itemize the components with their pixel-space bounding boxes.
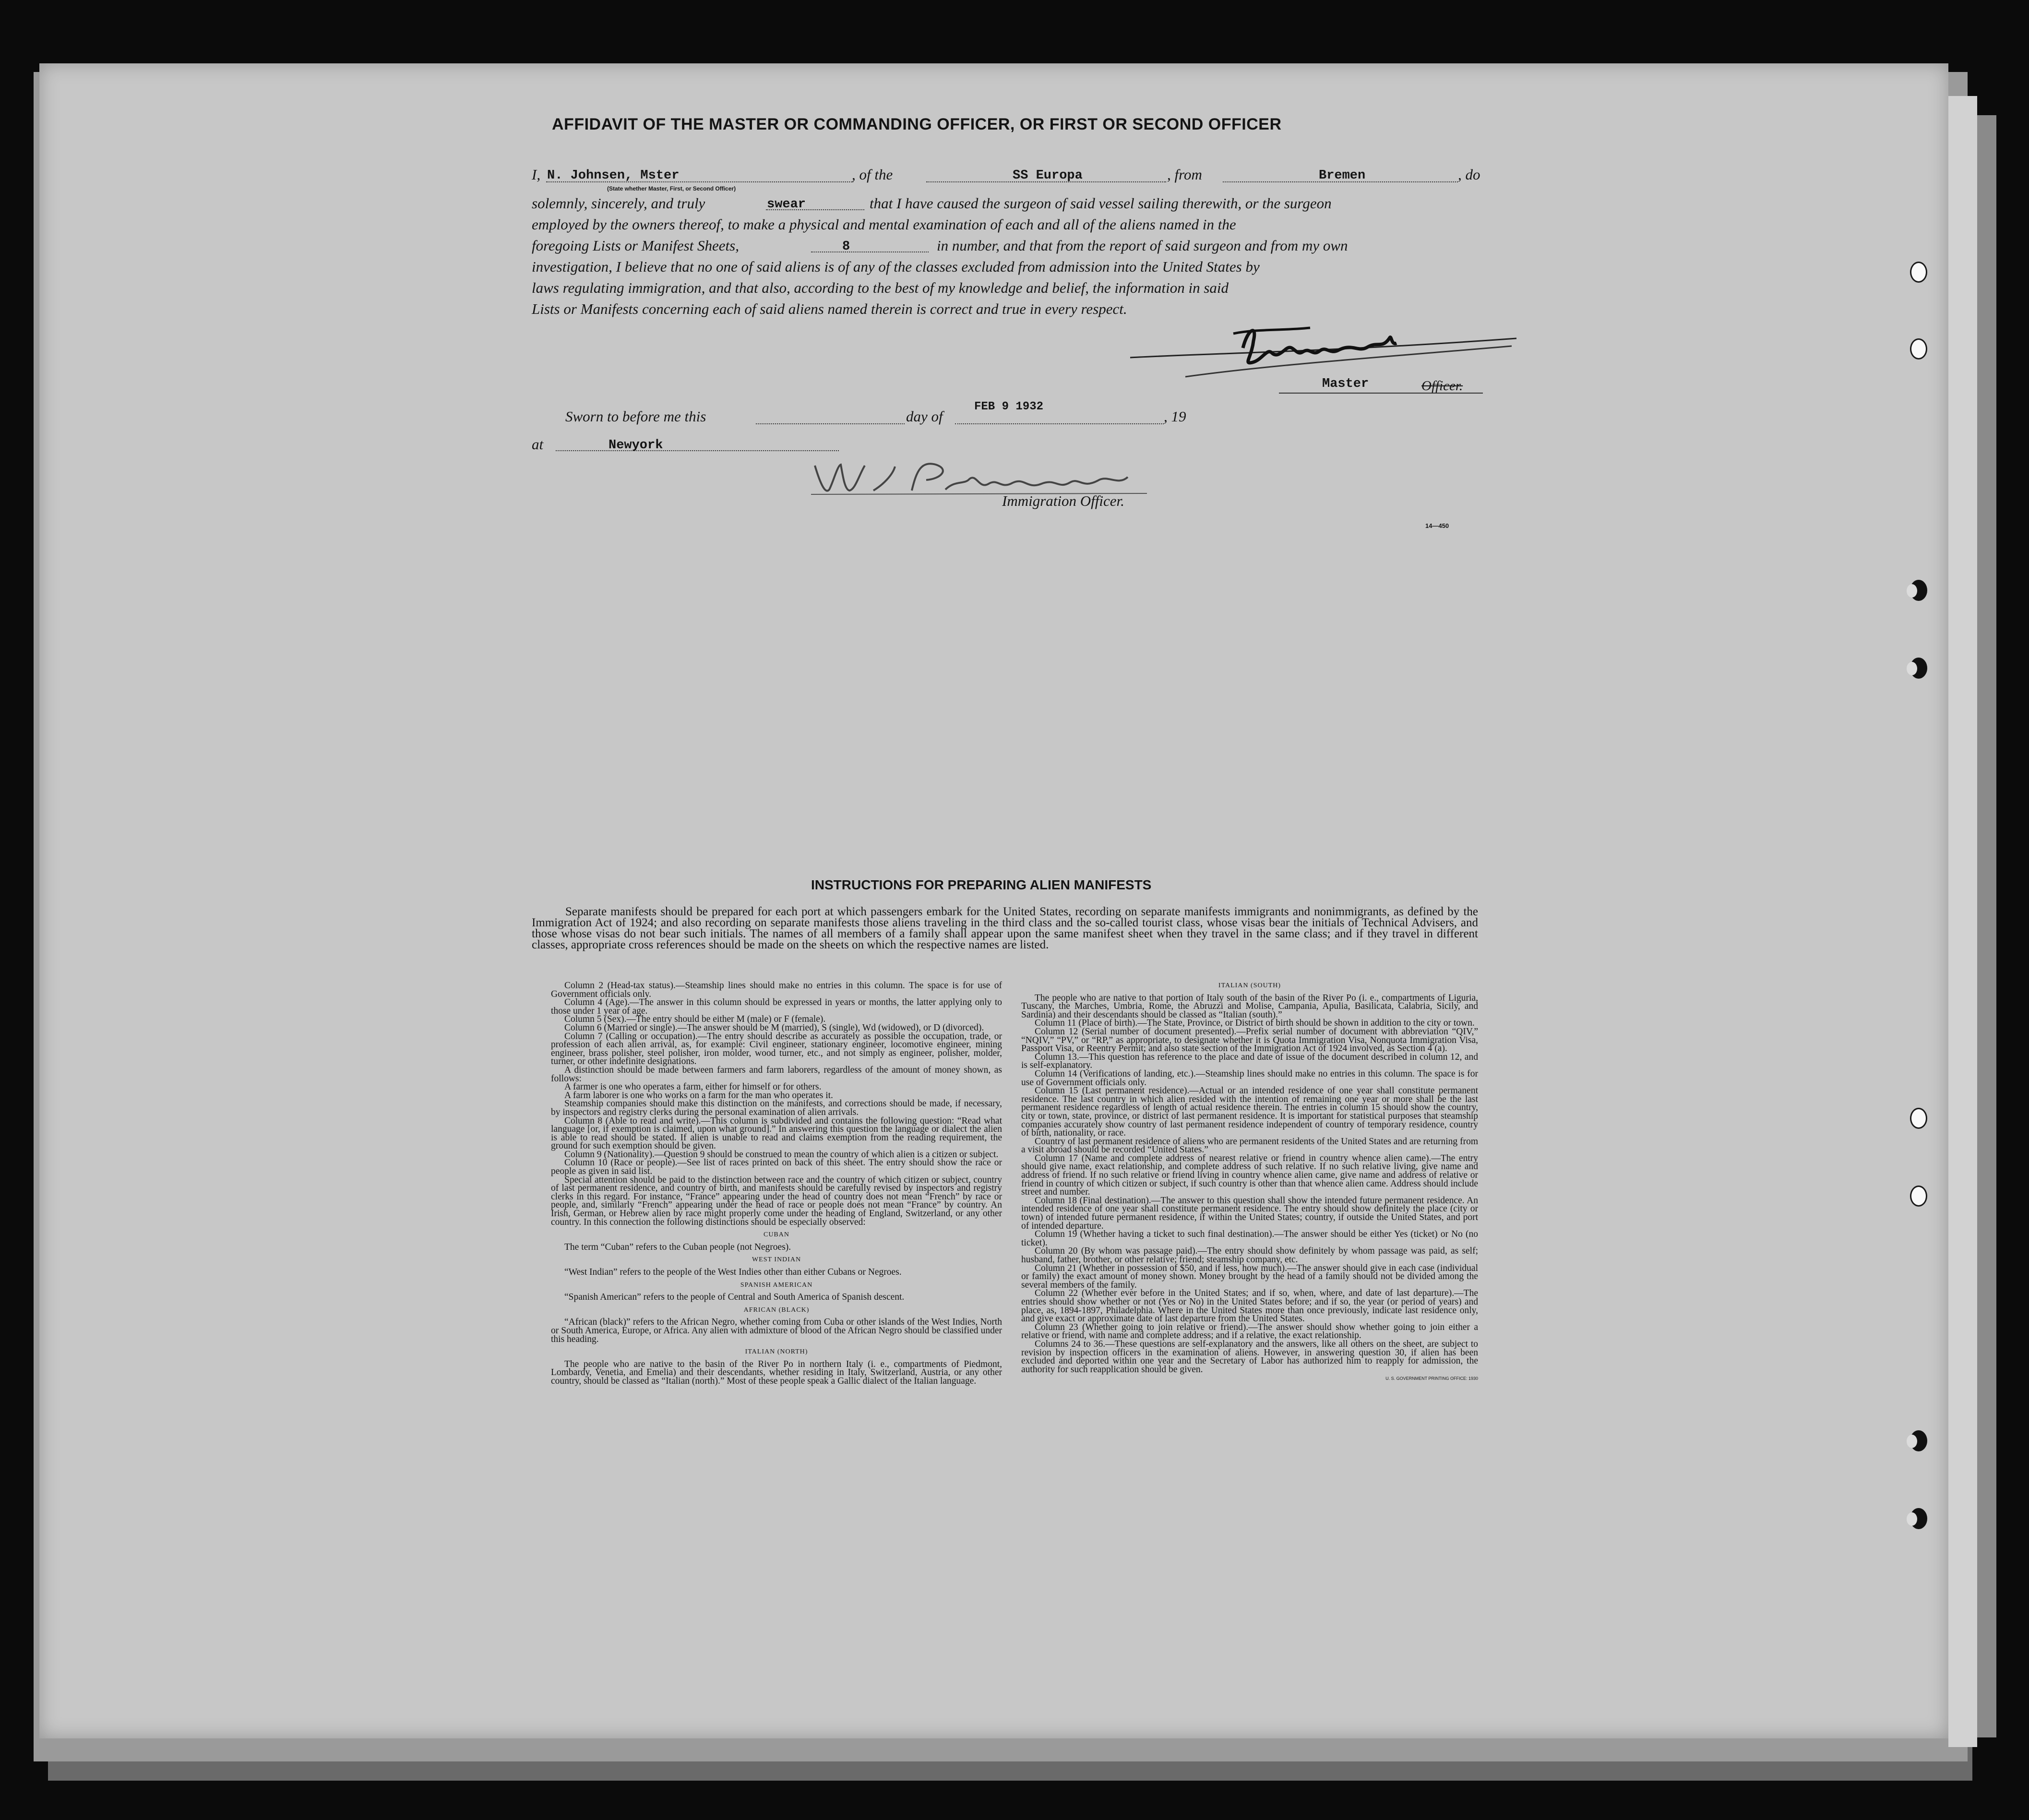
instruction-paragraph: Column 20 (By whom was passage paid).—The entry should show definitely by whom passage was paid, as self; husband, father, brother, or other relative; friend; steamship company, etc. [1021, 1246, 1478, 1265]
officer-name: N. Johnsen, Mster [547, 168, 680, 183]
instruction-paragraph: A farm laborer is one who works on a farm for the man who operates it. [564, 1090, 833, 1101]
sheet-count: 8 [842, 239, 850, 254]
oath-line-2a: solemnly, sincerely, and truly [532, 195, 705, 212]
oath-line-3: employed by the owners thereof, to make a physical and mental examination of each and all of the aliens named in the [532, 216, 1236, 233]
section-heading: ITALIAN (NORTH) [745, 1348, 808, 1356]
sheet-count-line [811, 251, 929, 252]
instruction-paragraph: Country of last permanent residence of aliens who are permanent residents of the United States and are returning from a visit abroad should be recorded “United States.” [1021, 1136, 1478, 1155]
sworn-year: , 19 [1164, 408, 1186, 425]
place-line [556, 450, 839, 451]
printer-credit: U. S. GOVERNMENT PRINTING OFFICE: 1930 [1385, 1376, 1478, 1381]
section-heading: ITALIAN (SOUTH) [1218, 982, 1281, 989]
instruction-paragraph: “African (black)” refers to the African Negro, whether coming from Cuba or other islands of the West Indies, North or South America, Europe, or Africa. Any alien with admixture of blood of the African Negro should be classified under this heading. [551, 1317, 1002, 1344]
instruction-paragraph: The people who are native to that portion of Italy south of the basin of the River Po (i. e., compartments of Liguria, Tuscany, the Marches, Umbria, Rome, the Abruzzi and Molise, Campania, Apulia, Basilicata, Calabria, Sicily, and Sardinia) and their descendants should be classed as “Italian (south).” [1021, 993, 1478, 1020]
oath-word-line [766, 209, 864, 210]
instruction-paragraph: “West Indian” refers to the people of the West Indies other than either Cubans or Negroes. [564, 1267, 902, 1277]
instruction-paragraph: Column 5 (Sex).—The entry should be either M (male) or F (female). [564, 1014, 826, 1025]
affidavit-title: AFFIDAVIT OF THE MASTER OR COMMANDING OFFICER, OR FIRST OR SECOND OFFICER [552, 115, 1282, 133]
instruction-paragraph: Column 13.—This question has reference to the place and date of issue of the document described in column 12, and is self-explanatory. [1021, 1052, 1478, 1071]
instruction-paragraph: A distinction should be made between farmers and farm laborers, regardless of the amount of money shown, as follows: [551, 1065, 1002, 1084]
vessel-name: SS Europa [1013, 168, 1083, 183]
instruction-paragraph: Column 6 (Married or single).—The answer should be M (married), S (single), Wd (widowed), or D (divorced). [564, 1022, 984, 1033]
oath-line-7: Lists or Manifests concerning each of said aliens named therein is correct and true in every respect. [532, 300, 1127, 317]
binder-hole-icon [1910, 580, 1927, 601]
instruction-paragraph: Column 15 (Last permanent residence).—Actual or an intended residence of one year shall constitute permanent residence. The last country in which alien resided with the intention of remaining one year or more shall be the last permanent residence regardless of length of actual residence therein. The entries in column 15 should show the country, city or town, state, province, or district of last permanent residence. It is important for statistical purposes that steamship companies accurately show country of last permanent residence independent of country of temporary residence, country of birth, nationality, or race. [1021, 1086, 1478, 1138]
officer-rank-caption: (State whether Master, First, or Second Officer) [607, 185, 736, 192]
instructions-left-column [551, 982, 1002, 1386]
port-line [1223, 181, 1458, 182]
instruction-paragraph: Columns 24 to 36.—These questions are self-explanatory and the answers, like all others on the sheet, are subject to revision by inspection officers in the examination of aliens. However, in answering question 30, if alien has been excluded and deported within one year and the Secretary of Labor has authorized him to reapply for admission, the authority for such reapplication should be given. [1021, 1339, 1478, 1375]
oath-i: I, [532, 166, 541, 183]
signature-line [1279, 393, 1483, 394]
instruction-paragraph: A farmer is one who operates a farm, either for himself or for others. [564, 1082, 822, 1092]
binder-hole-icon [1910, 1508, 1927, 1529]
instruction-paragraph: Column 12 (Serial number of document presented).—Prefix serial number of document with abbreviation “QIV,” “NQIV,” “PV,” or “RP,” as appropriate, to designate whether it is Quota Immigration Visa, Nonquota Immigration Visa, Passport Visa, or Reentry Permit; and also state section of the Immigration Act of 1924 involved, as Section 4 (a). [1021, 1026, 1478, 1054]
instruction-paragraph: Column 2 (Head-tax status).—Steamship lines should make no entries in this column. The space is for use of Government officials only. [551, 981, 1002, 999]
instructions-right-column [1021, 982, 1478, 1383]
sworn-month-line [955, 423, 1164, 424]
binder-hole-icon [1910, 338, 1927, 359]
oath-line-5: investigation, I believe that no one of said aliens is of any of the classes excluded from admission into the United States by [532, 258, 1260, 275]
sworn-at: at [532, 436, 544, 453]
binder-hole-icon [1910, 262, 1927, 283]
oath-line-4a: foregoing Lists or Manifest Sheets, [532, 237, 739, 254]
place-sworn: Newyork [609, 438, 663, 453]
instruction-paragraph: The term “Cuban” refers to the Cuban people (not Negroes). [564, 1242, 791, 1252]
instructions-intro: Separate manifests should be prepared for each port at which passengers embark for the United States, recording on separate manifests immigrants and nonimmigrants, as defined by the Immigration Act of 1924; and also recording on separate manifests those aliens traveling in the third class and the so-called tourist class, whose visas bear the initials of Technical Advisers, and those whose visas do not bear such initials. The names of all members of a family shall appear upon the same manifest sheet when they travel in the same class; and if they travel in different classes, appropriate cross references should be made on the sheets on which the respective names are listed. [532, 905, 1478, 951]
binder-hole-icon [1910, 1108, 1927, 1129]
sworn-text: Sworn to before me this [565, 408, 706, 425]
signer-title: Master [1322, 377, 1369, 391]
section-heading: WEST INDIAN [752, 1256, 801, 1264]
port-of-departure: Bremen [1319, 168, 1366, 183]
section-heading: CUBAN [763, 1231, 789, 1239]
instruction-paragraph: The people who are native to the basin of the River Po in northern Italy (i. e., compartments of Piedmont, Lombardy, Venetia, and Emelia) and their descendants, whether residing in Italy, Switzerland, Austria, or any other country, should be classed as “Italian (north).” Most of these people speak a Gallic dialect of the Italian language. [551, 1359, 1002, 1386]
instruction-paragraph: Column 18 (Final destination).—The answer to this question shall show the intended future permanent residence. An intended residence of one year shall constitute permanent residence. The entry should show definitely the place (city or town) of intended future permanent residence, if within the United States; country, if outside the United States, and port of intended departure. [1021, 1195, 1478, 1231]
binder-hole-icon [1910, 1185, 1927, 1207]
immigration-officer-label: Immigration Officer. [1002, 492, 1124, 509]
binder-hole-icon [1910, 1430, 1927, 1451]
instruction-paragraph: Column 23 (Whether going to join relative or friend).—The answer should show whether going to join either a relative or friend, with name and complete address; and if a relative, the exact relationship. [1021, 1322, 1478, 1341]
instruction-paragraph: Column 22 (Whether ever before in the United States; and if so, when, where, and date of last departure).—The entries should show whether or not (Yes or No) in the United States before; and if so, the year (or period of years) and place, as, 1894-1897, Philadelphia. Where in the United States more than once previously, indicate last residence only, and give exact or approximate date of last departure from the United States. [1021, 1288, 1478, 1324]
instruction-paragraph: Column 8 (Able to read and write).—This column is subdivided and contains the following question: “Read what language [or, if exemption is claimed, upon what ground].” In answering this question the language or dialect the alien is able to read should be stated. If alien is unable to read and claims exemption from the reading requirement, the ground for such exemption should be given. [551, 1115, 1002, 1151]
form-number: 14—450 [1425, 522, 1449, 529]
instruction-paragraph: Column 10 (Race or people).—See list of races printed on back of this sheet. The entry should show the race or people as given in said list. [551, 1158, 1002, 1177]
instruction-paragraph: Special attention should be paid to the distinction between race and the country of which citizen or subject, country of last permanent residence, and country of birth, and manifests should be carefully revised by inspectors and registry clerks in this regard. For instance, “France” appearing under the head of country does not mean “French” by race or people, and, similarly “French” appearing under the head of race or people does not mean “France” by country. An Irish, German, or Hebrew alien by race might properly come under the heading of England, Switzerland, or any other country. In this connection the following distinctions should be especially observed: [551, 1174, 1002, 1227]
oath-word: swear [767, 197, 806, 212]
instruction-paragraph: Column 7 (Calling or occupation).—The entry should describe as accurately as possible the occupation, trade, or profession of each alien arrival, as, for example: Civil engineer, stationary engineer, locomotive engineer, mining engineer, brass polisher, steel polisher, iron molder, wood turner, etc., and not simply as engineer, polisher, molder, turner, or other indefinite designations. [551, 1031, 1002, 1067]
instructions-title: INSTRUCTIONS FOR PREPARING ALIEN MANIFESTS [811, 877, 1152, 892]
oath-line-2b: that I have caused the surgeon of said vessel sailing therewith, or the surgeon [870, 195, 1332, 212]
instruction-paragraph: Column 11 (Place of birth).—The State, Province, or District of birth should be shown in addition to the city or town. [1035, 1018, 1475, 1029]
section-heading: AFRICAN (BLACK) [743, 1306, 810, 1314]
oath-from: , from [1167, 166, 1202, 183]
instruction-paragraph: Column 21 (Whether in possession of $50, and if less, how much).—The answer should give in each case (individual or family) the exact amount of money shown. Money brought by the head of a family should not be divided among the several members of the family. [1021, 1263, 1478, 1290]
instruction-paragraph: Column 4 (Age).—The answer in this column should be expressed in years or months, the latter applying only to those under 1 year of age. [551, 997, 1002, 1016]
page-edge [1948, 96, 1977, 1747]
instruction-paragraph: Column 14 (Verifications of landing, etc.).—Steamship lines should make no entries in this column. The space is for use of Government officials only. [1021, 1068, 1478, 1088]
instruction-paragraph: Column 17 (Name and complete address of nearest relative or friend in country whence alien came).—The entry should give name, exact relationship, and complete address of such relative. If no such relative living, give name and address of friend. If no such relative or friend living in country whence alien came, give name and address of relative or friend in country of which citizen or subject, if such country is other than that whence alien came. Address should include street and number. [1021, 1153, 1478, 1197]
struck-title: Officer. [1421, 378, 1463, 394]
date-stamp: FEB 9 1932 [974, 400, 1044, 413]
oath-line-6: laws regulating immigration, and that also, according to the best of my knowledge and belief, the information in said [532, 279, 1229, 296]
page-edge-shadow [1977, 115, 1996, 1737]
sworn-day-line [756, 423, 905, 424]
oath-of-the: , of the [852, 166, 893, 183]
instruction-paragraph: Steamship companies should make this distinction on the manifests, and corrections should be made, if necessary, by inspectors and registry clerks during the personal examination of alien arrivals. [551, 1099, 1002, 1117]
vessel-line [926, 181, 1166, 182]
instruction-paragraph: Column 9 (Nationality).—Question 9 should be construed to mean the country of which alien is a citizen or subject. [564, 1149, 999, 1160]
sworn-day-of: day of [906, 408, 943, 425]
oath-line-4b: in number, and that from the report of said surgeon and from my own [937, 237, 1348, 254]
oath-do: , do [1458, 166, 1480, 183]
officer-name-line [546, 181, 853, 182]
section-heading: SPANISH AMERICAN [740, 1281, 813, 1289]
instruction-paragraph: “Spanish American” refers to the people of Central and South America of Spanish descent. [564, 1292, 905, 1303]
binder-hole-icon [1910, 658, 1927, 679]
instruction-paragraph: Column 19 (Whether having a ticket to such final destination).—The answer should be either Yes (ticket) or No (no ticket). [1021, 1229, 1478, 1248]
